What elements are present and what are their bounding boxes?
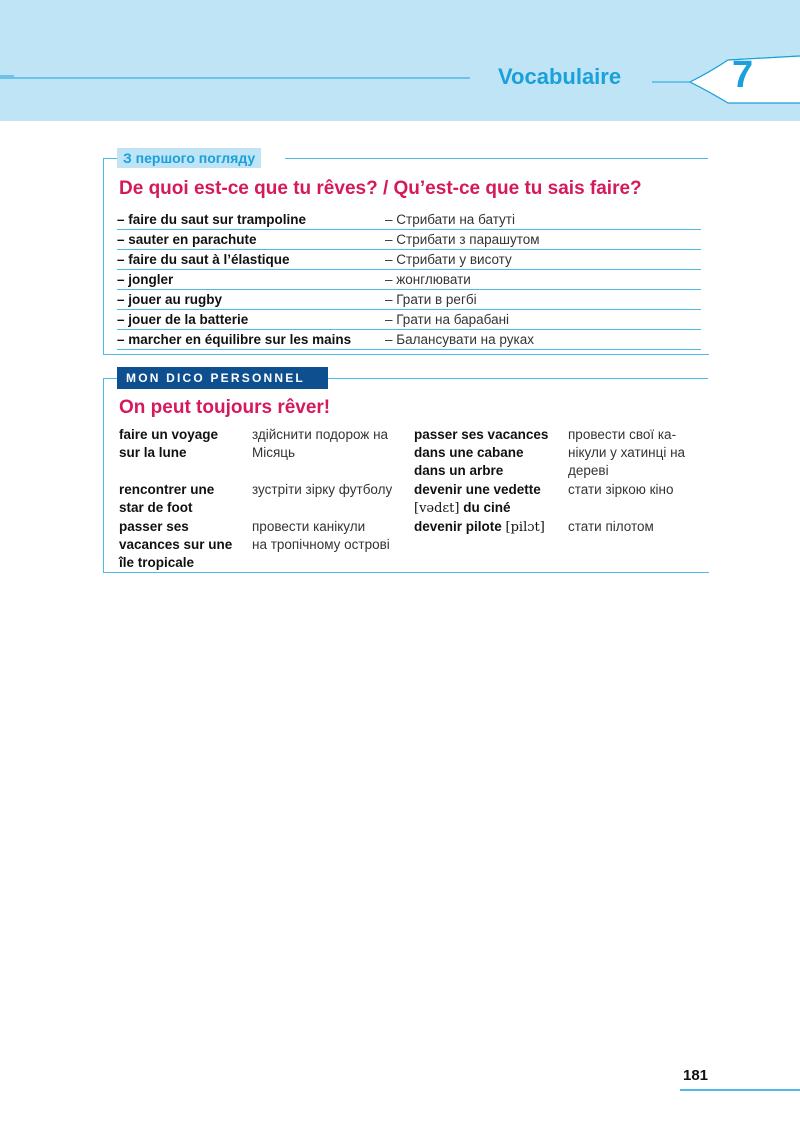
chapter-number: 7 <box>732 54 754 96</box>
dico-entry-fr: devenir pilote [pilɔt] <box>414 519 545 535</box>
box1-top-line <box>285 158 708 159</box>
footer-line <box>680 1089 800 1091</box>
dico-entry-fr: passer ses vacances dans une cabane dans un arbre <box>414 427 549 478</box>
vocab-ukrainian: – Грати на барабані <box>385 310 701 330</box>
box1-top-tick <box>103 158 117 159</box>
vocab-table <box>117 210 701 350</box>
section-first-look-heading: De quoi est-ce que tu rêves? / Qu’est-ce que tu sais faire? <box>119 178 642 199</box>
section-dico-heading: On peut toujours rêver! <box>119 397 331 418</box>
page-number: 181 <box>683 1067 709 1084</box>
dico-entry-ua: зустріти зірку футболу <box>252 482 393 497</box>
vocab-french: – sauter en parachute <box>117 230 385 250</box>
vocab-french: – faire du saut à l’élastique <box>117 250 385 270</box>
dico-entry-fr: rencontrer une star de foot <box>119 482 215 515</box>
chapter-title: Vocabulaire <box>498 64 622 89</box>
vocab-ukrainian: – Стрибати на батуті <box>385 210 701 230</box>
section-dico-label: MON DICO PERSONNEL <box>117 367 328 389</box>
dico-entry-ua: стати зіркою кіно <box>568 482 674 497</box>
dico-entry-ua: провести канікули на тропічному острові <box>252 519 390 552</box>
vocab-french: – faire du saut sur trampoline <box>117 210 385 230</box>
dico-entry-fr: passer ses vacances sur une île tropicale <box>119 519 233 570</box>
ipa-transcription: [pilɔt] <box>505 520 545 535</box>
vocab-row <box>117 330 701 350</box>
vocab-french: – jouer de la batterie <box>117 310 385 330</box>
vocab-row <box>117 250 701 270</box>
vocab-ukrainian: – Стрибати у висоту <box>385 250 701 270</box>
vocab-french: – jongler <box>117 270 385 290</box>
vocab-row <box>117 310 701 330</box>
vocab-row <box>117 290 701 310</box>
header-decoration <box>0 0 800 121</box>
dico-entry-fr: devenir une vedette [vədɛt] du ciné <box>414 482 541 516</box>
vocab-row <box>117 270 701 290</box>
vocab-french: – marcher en équilibre sur les mains <box>117 330 385 350</box>
dico-entry-fr: faire un voyage sur la lune <box>119 427 219 460</box>
vocab-ukrainian: – Стрибати з парашутом <box>385 230 701 250</box>
vocab-french: – jouer au rugby <box>117 290 385 310</box>
vocab-row <box>117 230 701 250</box>
vocab-ukrainian: – Грати в регбі <box>385 290 701 310</box>
box2-top-tick <box>103 378 117 379</box>
vocab-row <box>117 210 701 230</box>
dico-entry-ua: провести свої ка- нікули у хатинці на дереві <box>568 427 686 478</box>
dico-entry-ua: здійснити подорож на Місяць <box>252 427 389 460</box>
box2-top-line <box>328 378 708 379</box>
section-first-look-label: З першого погляду <box>117 148 261 168</box>
ipa-transcription: [vədɛt] <box>414 501 460 516</box>
dico-entry-ua: стати пілотом <box>568 519 654 534</box>
vocab-ukrainian: – жонглювати <box>385 270 701 290</box>
vocab-ukrainian: – Балансувати на руках <box>385 330 701 350</box>
